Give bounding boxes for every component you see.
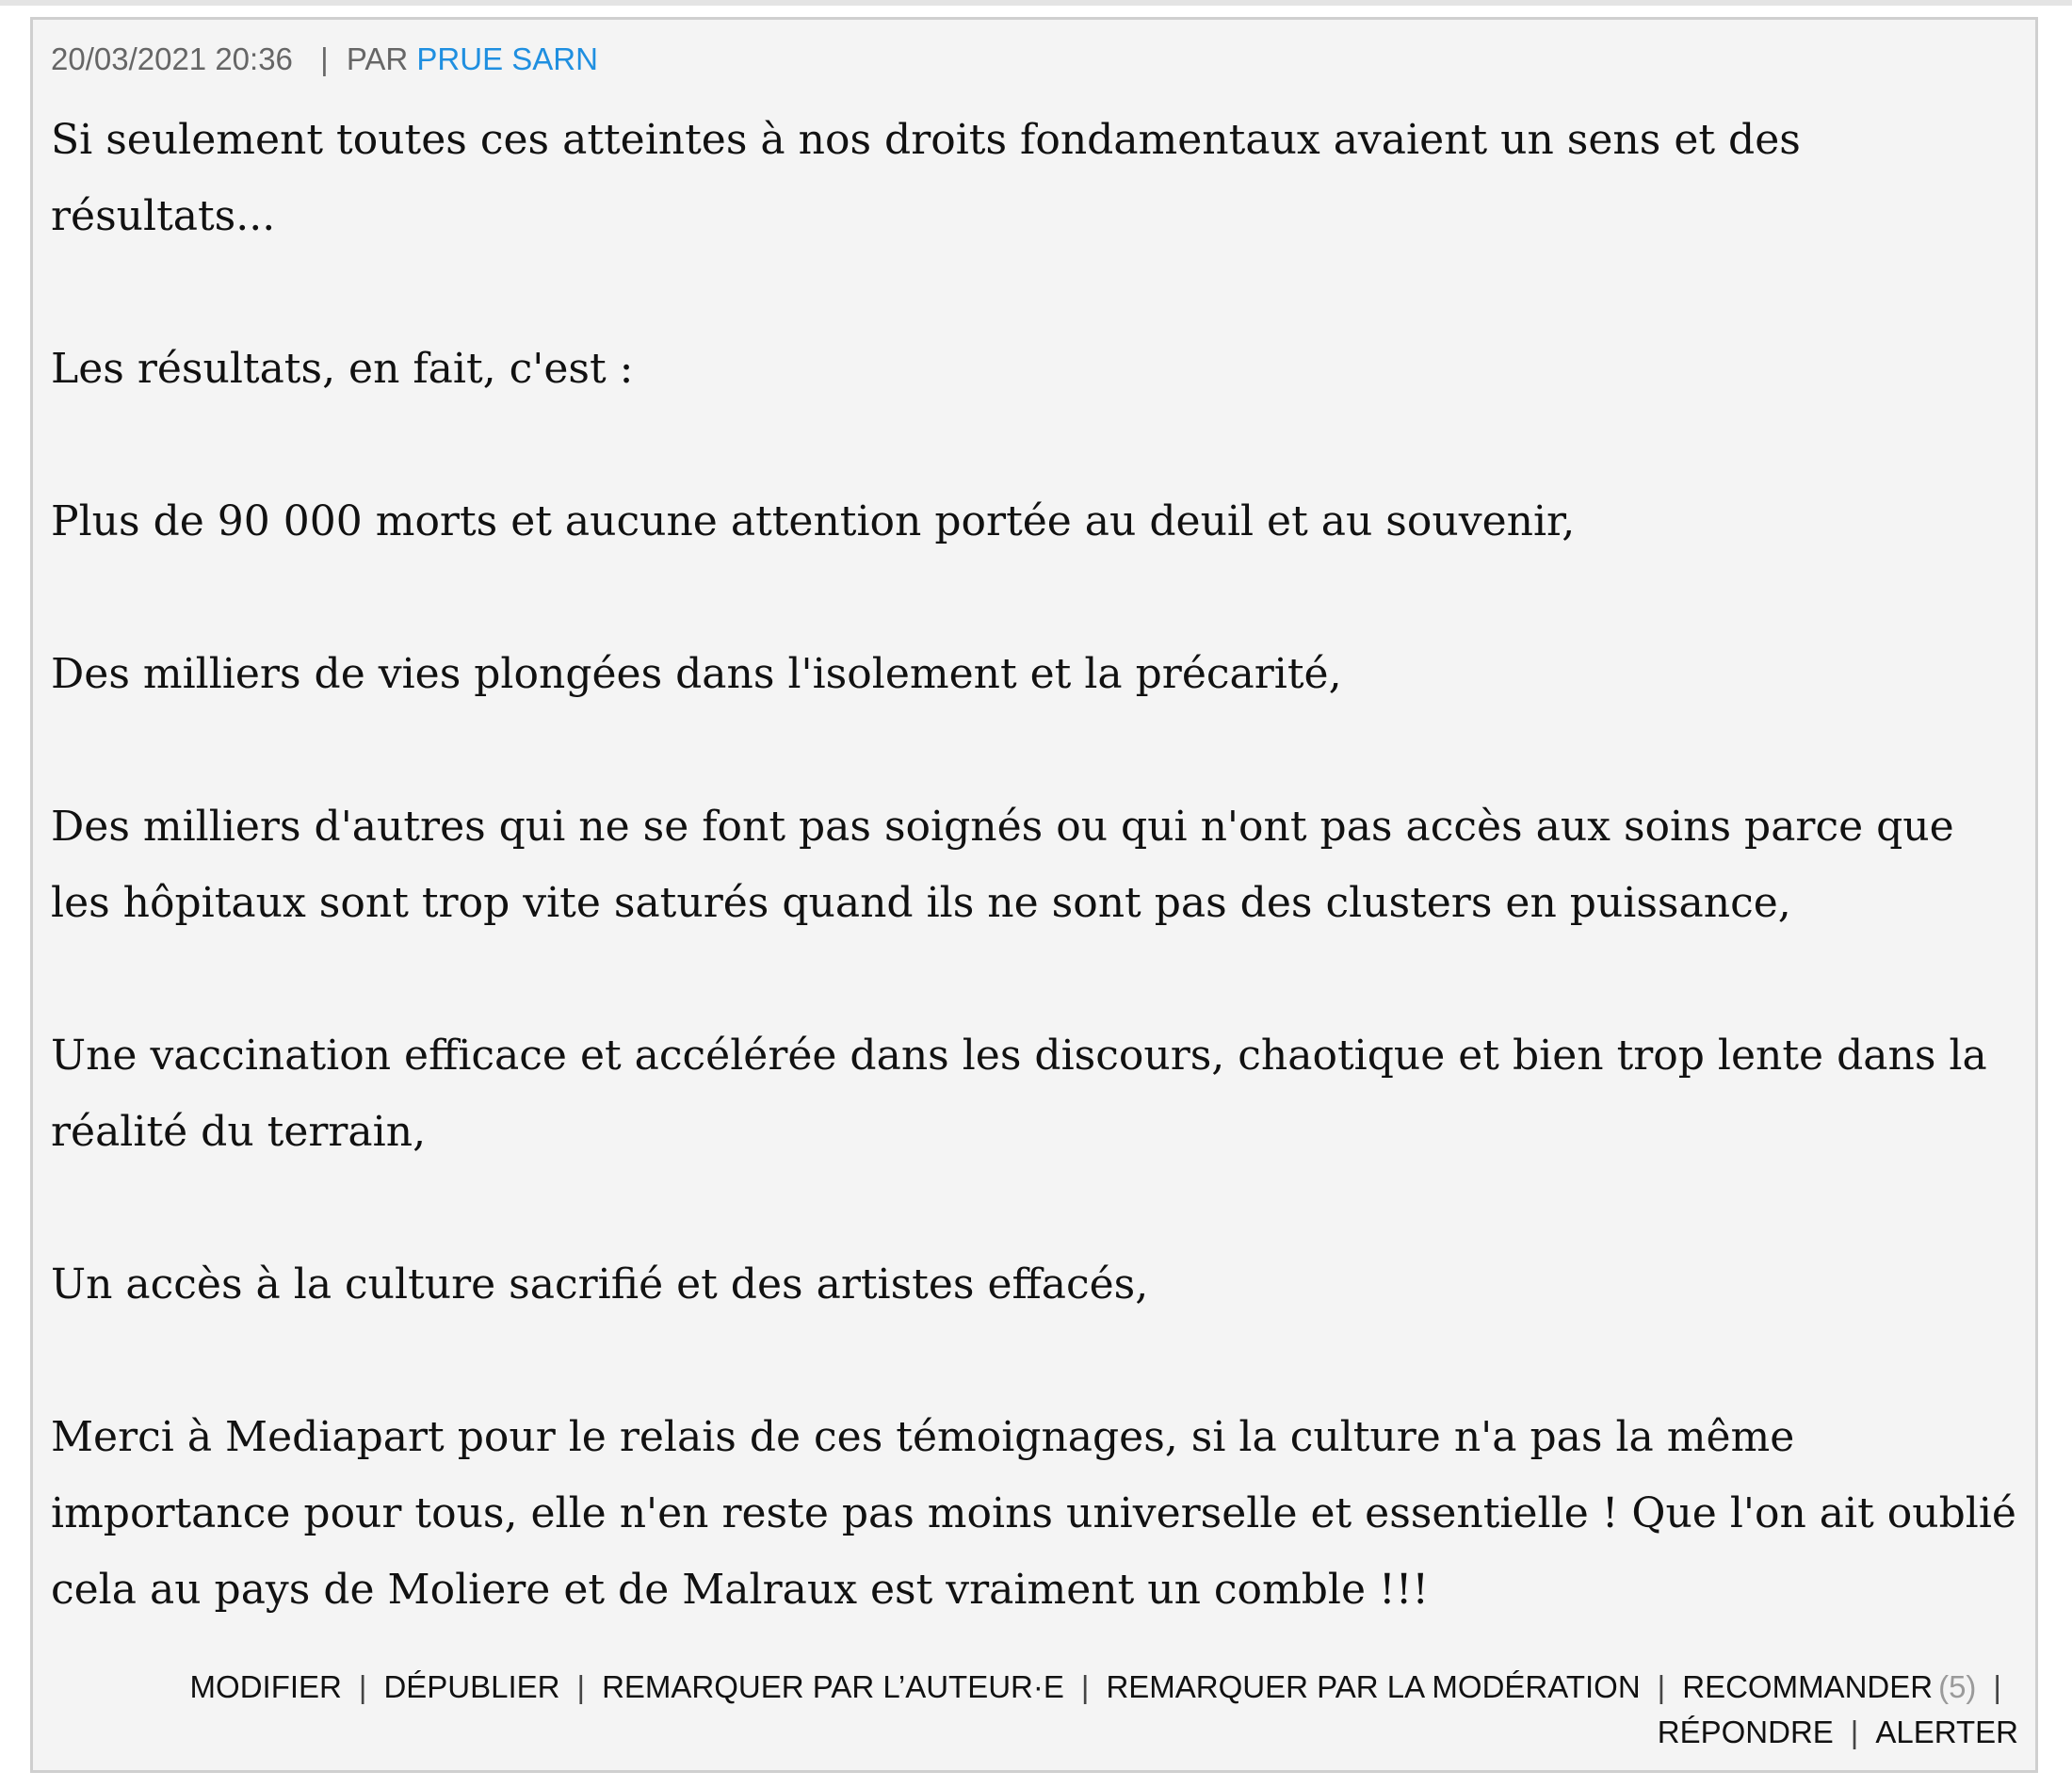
action-separator: | bbox=[1080, 1669, 1090, 1704]
highlight-by-author-link[interactable]: REMARQUER PAR L’AUTEUR·E bbox=[602, 1669, 1064, 1704]
recommend-link[interactable] bbox=[1682, 1669, 1976, 1704]
report-link[interactable]: ALERTER bbox=[1875, 1715, 2018, 1749]
reply-link[interactable]: RÉPONDRE bbox=[1657, 1715, 1834, 1749]
unpublish-link[interactable]: DÉPUBLIER bbox=[383, 1669, 560, 1704]
action-separator: | bbox=[1657, 1669, 1666, 1704]
highlight-by-moderation-link[interactable]: REMARQUER PAR LA MODÉRATION bbox=[1106, 1669, 1641, 1704]
by-label: PAR bbox=[346, 41, 409, 76]
comment-paragraph: Les résultats, en fait, c'est : bbox=[51, 345, 634, 393]
comment-body bbox=[51, 102, 2019, 1628]
action-separator: | bbox=[358, 1669, 367, 1704]
comment-paragraph: Plus de 90 000 morts et aucune attention portée au deuil et au souvenir, bbox=[51, 497, 1576, 545]
action-separator: | bbox=[1993, 1669, 2001, 1704]
comment-actions bbox=[135, 1665, 2018, 1755]
comment-card bbox=[30, 17, 2038, 1773]
comment-paragraph: Merci à Mediapart pour le relais de ces témoignages, si la culture n'a pas la même importance pour tous, elle n'en reste pas moins universelle et essentielle ! Que l'on ait oublié cela au pays de Moliere et de Malraux est vraiment un comble !!! bbox=[51, 1413, 2016, 1614]
comment-meta bbox=[51, 41, 598, 78]
recommend-count: (5) bbox=[1938, 1669, 1977, 1704]
comment-paragraph: Si seulement toutes ces atteintes à nos droits fondamentaux avaient un sens et des résultats... bbox=[51, 116, 1801, 240]
comment-paragraph: Des milliers de vies plongées dans l'isolement et la précarité, bbox=[51, 650, 1342, 698]
recommend-label: RECOMMANDER bbox=[1682, 1669, 1934, 1704]
comment-paragraph: Une vaccination efficace et accélérée dans les discours, chaotique et bien trop lente dans la réalité du terrain, bbox=[51, 1032, 1987, 1156]
comment-paragraph: Des milliers d'autres qui ne se font pas soignés ou qui n'ont pas accès aux soins parce que les hôpitaux sont trop vite saturés quand ils ne sont pas des clusters en puissance, bbox=[51, 803, 1954, 927]
meta-separator: | bbox=[320, 41, 329, 76]
author-link[interactable]: PRUE SARN bbox=[416, 41, 598, 76]
comment-date: 20/03/2021 20:36 bbox=[51, 41, 293, 76]
top-divider bbox=[0, 0, 2072, 6]
action-separator: | bbox=[1850, 1715, 1859, 1749]
modify-link[interactable]: MODIFIER bbox=[189, 1669, 342, 1704]
action-separator: | bbox=[576, 1669, 586, 1704]
comment-paragraph: Un accès à la culture sacrifié et des artistes effacés, bbox=[51, 1260, 1149, 1308]
